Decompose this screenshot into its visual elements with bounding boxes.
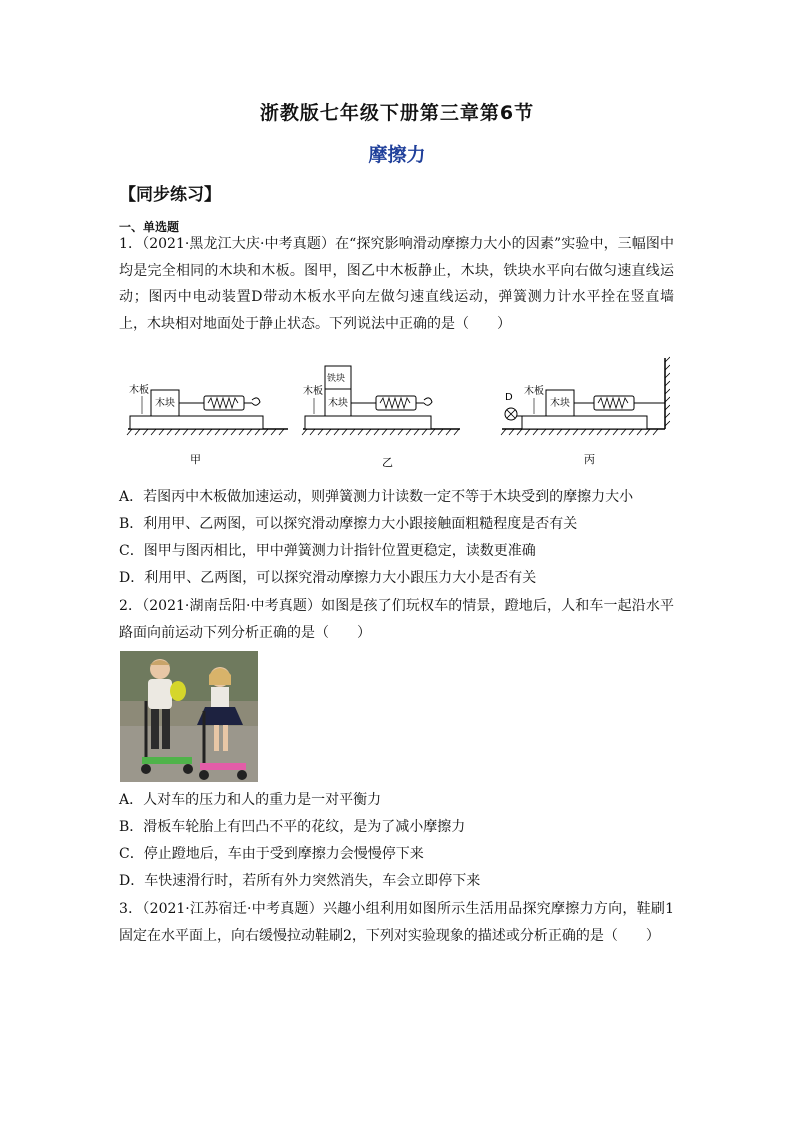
figure-yi — [302, 366, 460, 435]
question-2-option-c: C．停止蹬地后，车由于受到摩擦力会慢慢停下来 — [119, 846, 424, 862]
block-label: 木块 — [550, 398, 570, 409]
question-1-option-a: A．若图丙中木板做加速运动，则弹簧测力计读数一定不等于木块受到的摩擦力大小 — [119, 489, 634, 505]
figure-jia — [127, 383, 288, 435]
friction-experiment-figure — [120, 350, 670, 470]
board-label: 木板 — [303, 386, 323, 397]
question-2-option-d: D．车快速滑行时，若所有外力突然消失，车会立即停下来 — [119, 873, 481, 889]
question-2-text: 2．（2021·湖南岳阳·中考真题）如图是孩了们玩权车的情景，蹬地后，人和车一起沿水平路面向前运动下列分析正确的是（ ） — [119, 598, 674, 641]
question-1-option-c: C．图甲与图丙相比，甲中弹簧测力计指针位置更稳定，读数更准确 — [119, 543, 536, 559]
block-label: 木块 — [155, 398, 175, 409]
scooter-kids-photo — [120, 651, 258, 782]
question-1-option-d: D．利用甲、乙两图，可以探究滑动摩擦力大小跟压力大小是否有关 — [119, 570, 537, 586]
question-2-option-b: B．滑板车轮胎上有凹凸不平的花纹，是为了减小摩擦力 — [119, 819, 466, 835]
question-2-option-a: A．人对车的压力和人的重力是一对平衡力 — [119, 792, 382, 808]
question-1-option-b: B．利用甲、乙两图，可以探究滑动摩擦力大小跟接触面粗糙程度是否有关 — [119, 516, 578, 532]
board-label: 木板 — [524, 386, 544, 397]
figure-label-yi: 乙 — [382, 456, 393, 469]
board-label: 木板 — [129, 385, 149, 396]
figure-label-jia: 甲 — [190, 453, 201, 466]
block-label: 木块 — [328, 398, 348, 409]
question-3-text: 3．（2021·江苏宿迁·中考真题）兴趣小组利用如图所示生活用品探究摩擦力方向，鞋刷1固定在水平面上，向右缓慢拉动鞋刷2，下列对实验现象的描述或分析正确的是（ ） — [119, 901, 674, 944]
subsection-heading: 一、单选题 — [119, 220, 180, 234]
figure-label-bing: 丙 — [584, 453, 595, 466]
figure-bing — [501, 357, 670, 435]
section-heading: 【同步练习】 — [119, 185, 221, 205]
page-subtitle: 摩擦力 — [368, 144, 426, 166]
page-title: 浙教版七年级下册第三章第6节 — [259, 102, 535, 124]
motor-label: D — [505, 392, 513, 403]
iron-block-label: 铁块 — [327, 374, 346, 384]
question-1-text: 1．（2021·黑龙江大庆·中考真题）在“探究影响滑动摩擦力大小的因素”实验中，三幅图中均是完全相同的木块和木板。图甲，图乙中木板静止，木块，铁块水平向右做匀速直线运动；图丙中电动装置D带动木板水平向左做匀速直线运动，弹簧测力计水平拴在竖直墙上，木块相对地面处于静止状态。下列说法中正确的是（ ） — [119, 236, 674, 332]
